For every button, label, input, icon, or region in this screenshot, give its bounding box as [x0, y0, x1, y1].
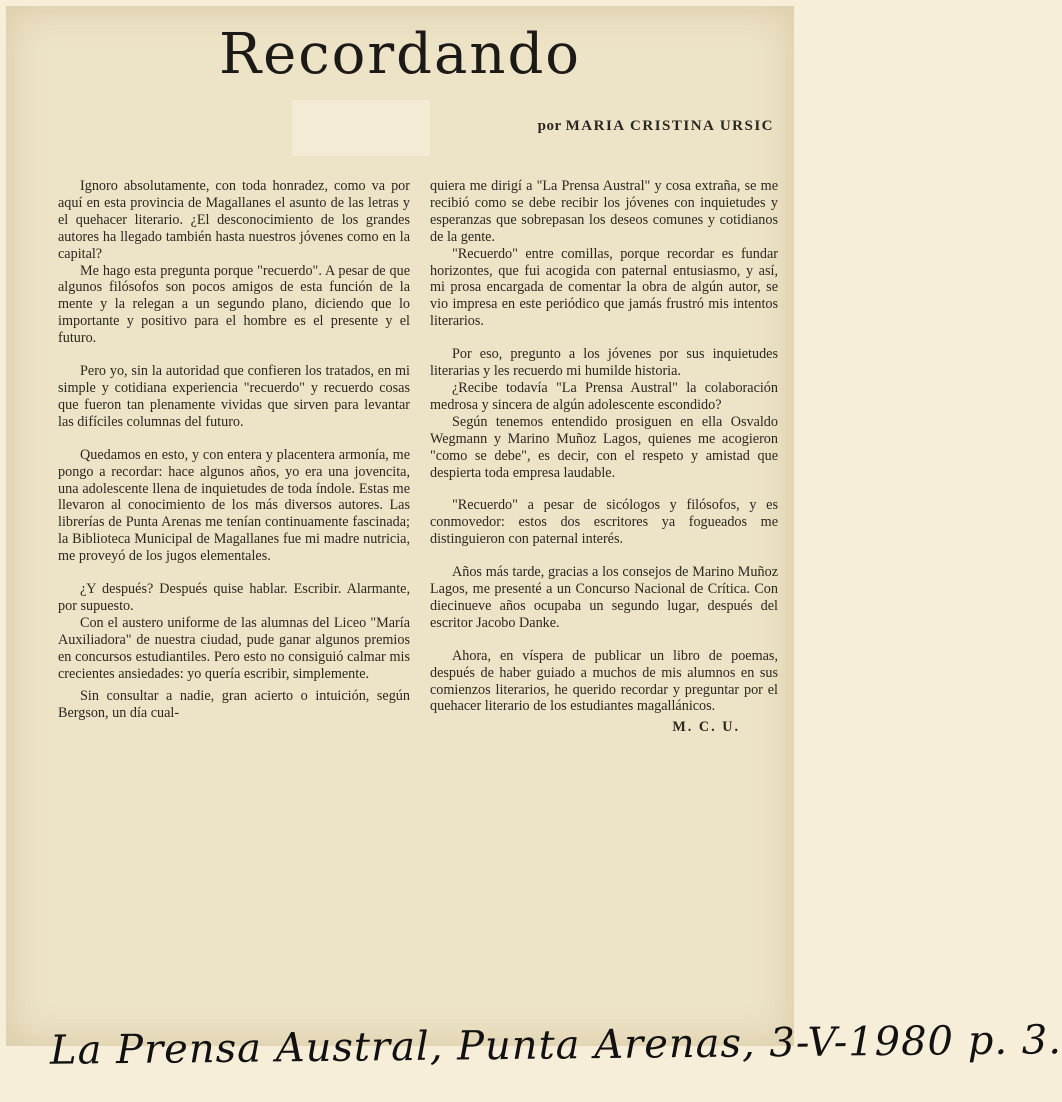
byline-prefix: por: [537, 118, 562, 134]
paragraph: Me hago esta pregunta porque "recuerdo". A pesar de que algunos filósofos son pocos amigos de esta función de la mente y la relegan a un segundo plano, diciendo que lo importante y positivo para el hombre es el presente y el futuro.: [58, 262, 410, 347]
paragraph: Ignoro absolutamente, con toda honradez, como va por aquí en esta provincia de Magallanes el asunto de las letras y el quehacer literario. ¿El desconocimiento de los grandes autores ha llegado también hasta nuestros jóvenes como en la capital?: [58, 178, 410, 262]
paragraph: Por eso, pregunto a los jóvenes por sus inquietudes literarias y les recuerdo mi humilde historia.: [430, 346, 778, 380]
right-column: [430, 178, 778, 736]
left-column: [58, 178, 410, 722]
paragraph: "Recuerdo" a pesar de sicólogos y filósofos, y es conmovedor: estos dos escritores ya fogueados me distinguieron con paternal interés.: [430, 497, 778, 548]
author-name: MARIA CRISTINA URSIC: [565, 118, 774, 134]
paragraph: Sin consultar a nadie, gran acierto o intuición, según Bergson, un día cual-: [58, 688, 410, 722]
paragraph: Ahora, en víspera de publicar un libro de poemas, después de haber guiado a muchos de mis alumnos en sus comienzos literarios, he querido recordar y preguntar por el quehacer literario de los estudiantes magallánicos.: [430, 647, 778, 715]
byline: [538, 118, 774, 135]
paragraph: Años más tarde, gracias a los consejos de Marino Muñoz Lagos, me presenté a un Concurso Nacional de Crítica. Con diecinueve años ocupaba un segundo lugar, después del escritor Jacobo Danke.: [430, 564, 778, 631]
paragraph: Con el austero uniforme de las alumnas del Liceo "María Auxiliadora" de nuestra ciudad, pude ganar algunos premios en concursos estudiantiles. Pero esto no consiguió calmar mis crecientes ansiedades: yo quería escribir, simplemente.: [58, 614, 410, 682]
paragraph: "Recuerdo" entre comillas, porque recordar es fundar horizontes, que fui acogida con paternal entusiasmo, y así, mi prosa encargada de comentar la obra de algún autor, se vio impresa en este periódico que jamás frustró mis intentos literarios.: [430, 245, 778, 330]
handwritten-source-note: La Prensa Austral, Punta Arenas, 3-V-1980 p. 3.: [49, 1017, 1062, 1074]
paragraph: quiera me dirigí a "La Prensa Austral" y cosa extraña, se me recibió como se debe recibir los jóvenes con inquietudes y esperanzas que sobrepasan los deseos comunes y cotidianos de la gente.: [430, 178, 778, 245]
article-title: Recordando: [218, 22, 581, 87]
paragraph: Pero yo, sin la autoridad que confieren los tratados, en mi simple y cotidiana experiencia "recuerdo" y recuerdo cosas que fueron tan plenamente vividas que sirven para levantar las difíciles columnas del futuro.: [58, 363, 410, 430]
blank-patch: [292, 100, 430, 156]
paragraph: Según tenemos entendido prosiguen en ella Osvaldo Wegmann y Marino Muñoz Lagos, quienes me acogieron "como se debe", es decir, con el respeto y amistad que despierta toda empresa laudable.: [430, 413, 778, 481]
paragraph: ¿Y después? Después quise hablar. Escribir. Alarmante, por supuesto.: [58, 581, 410, 614]
author-initials: M. C. U.: [672, 719, 740, 736]
paragraph: ¿Recibe todavía "La Prensa Austral" la colaboración medrosa y sincera de algún adolescente escondido?: [430, 379, 778, 413]
paragraph: Quedamos en esto, y con entera y placentera armonía, me pongo a recordar: hace algunos años, yo era una jovencita, una adolescente llena de inquietudes de toda índole. Estas me llevaron al conocimiento de los más diversos autores. Las librerías de Punta Arenas me tenían continuamente fascinada; la Biblioteca Municipal de Magallanes fue mi madre nutricia, me proveyó de los jugos elementales.: [58, 446, 410, 565]
